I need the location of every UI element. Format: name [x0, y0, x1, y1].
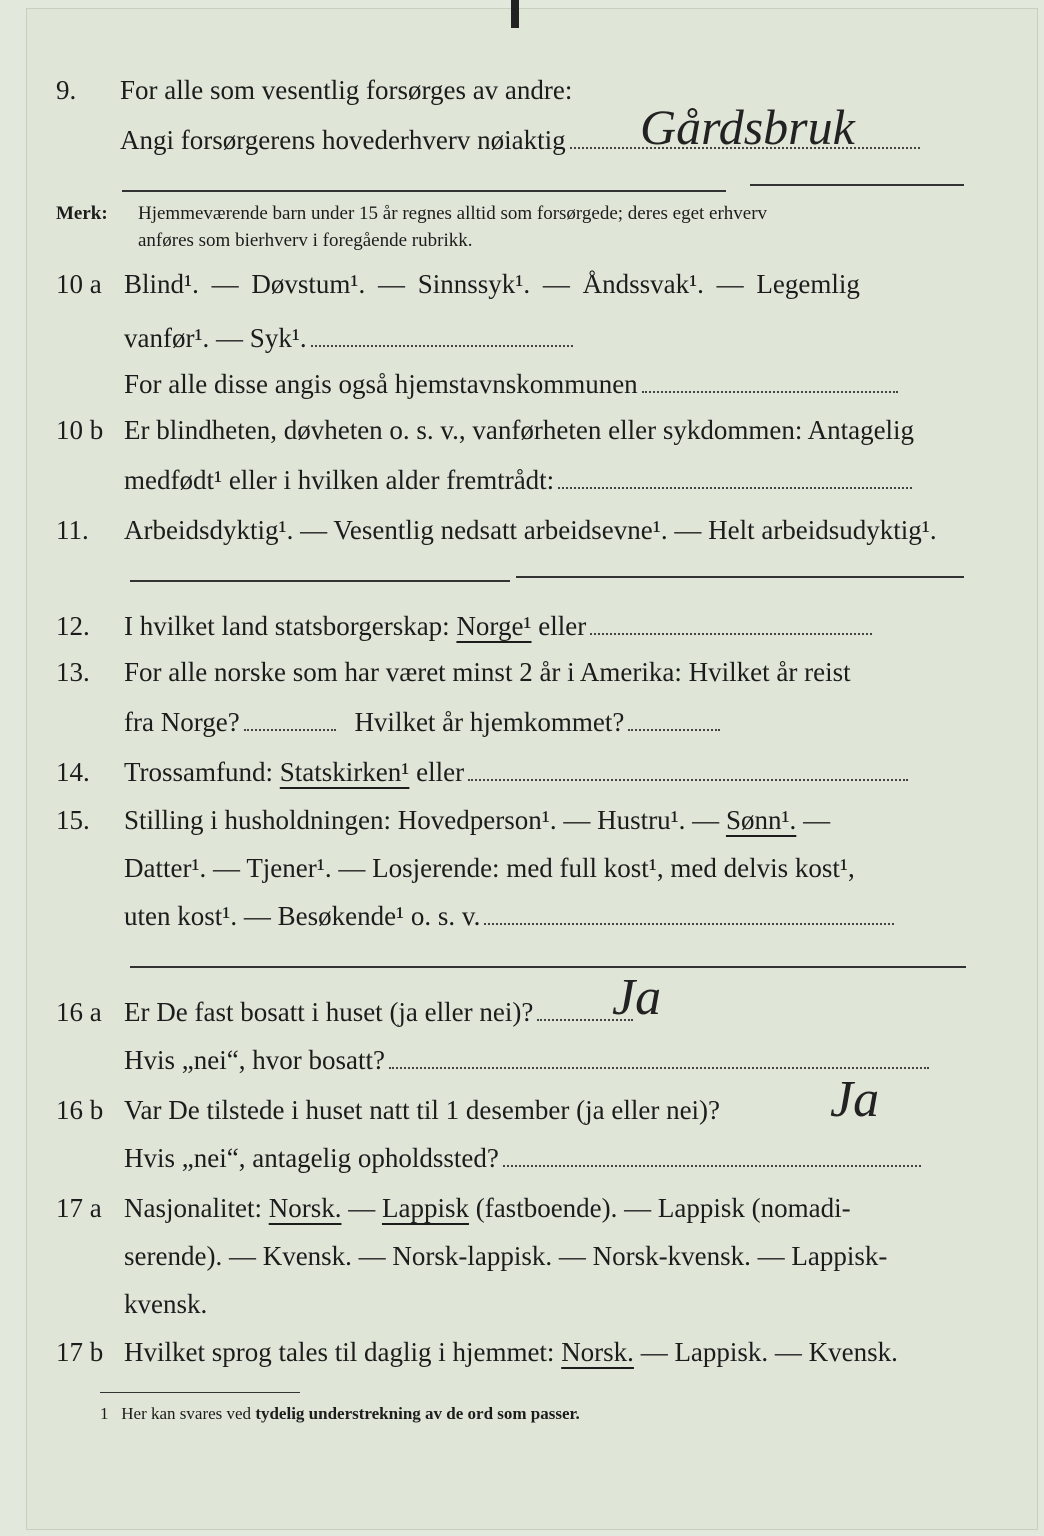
- q10a-line1: Blind¹. — Døvstum¹. — Sinnssyk¹. — Åndssvak¹. — Legemlig: [124, 269, 860, 299]
- q16a-line2: [124, 1044, 929, 1076]
- q16b-number: 16 b: [56, 1095, 104, 1125]
- footnote-text: Her kan svares ved: [121, 1404, 252, 1423]
- footnote-rule: [100, 1392, 300, 1393]
- q16b-handwritten-answer: Ja: [830, 1071, 880, 1128]
- q15-line1b: —: [803, 805, 831, 835]
- q14-underlined-statskirken: Statskirken¹: [279, 757, 410, 787]
- q9-number: 9.: [56, 75, 77, 105]
- top-edge-mark: [511, 0, 519, 28]
- merk-line1: Hjemmeværende barn under 15 år regnes alltid som forsørgede; deres eget erhverv: [138, 203, 768, 224]
- q16b-line2: [124, 1142, 921, 1174]
- q16a-handwritten-answer: Ja: [612, 969, 662, 1026]
- footnote-mark: 1: [100, 1404, 109, 1423]
- q13-line1: For alle norske som har været minst 2 år i Amerika: Hvilket år reist: [124, 657, 851, 687]
- q9-line1: For alle som vesentlig forsørges av andre:: [120, 75, 573, 105]
- q17a-l1c: (fastboende). — Lappisk (nomadi-: [475, 1193, 851, 1223]
- q17a-underlined-norsk: Norsk.: [268, 1193, 342, 1223]
- q16b-line1: Var De tilstede i huset natt til 1 desember (ja eller nei)?: [124, 1095, 721, 1125]
- q16b-line2-text: Hvis „nei“, antagelig opholdssted?: [124, 1143, 499, 1173]
- q15-line2: Datter¹. — Tjener¹. — Losjerende: med full kost¹, med delvis kost¹,: [124, 853, 855, 883]
- q13-number: 13.: [56, 657, 90, 687]
- q15-line3: [124, 900, 894, 932]
- q13-line2: [124, 706, 720, 738]
- footnote-bold: tydelig understrekning av de ord som passer.: [255, 1404, 580, 1423]
- q9-rule-right: [750, 184, 964, 186]
- q13-field-reist[interactable]: [244, 728, 336, 731]
- q17a-line2: serende). — Kvensk. — Norsk-lappisk. — Norsk-kvensk. — Lappisk-: [124, 1241, 888, 1271]
- merk-label: Merk:: [56, 203, 108, 224]
- footnote: [100, 1404, 580, 1424]
- q14-number: 14.: [56, 757, 90, 787]
- q14-line: [124, 756, 908, 788]
- q10b-number: 10 b: [56, 415, 104, 445]
- q16a-field2[interactable]: [389, 1066, 929, 1069]
- q17a-line1: [124, 1192, 851, 1224]
- q15-number: 15.: [56, 805, 90, 835]
- q12-line: [124, 610, 872, 642]
- q11-number: 11.: [56, 515, 89, 545]
- q10a-field1[interactable]: [311, 344, 573, 347]
- q10a-line3-text: For alle disse angis også hjemstavnskommunen: [124, 369, 638, 399]
- q11-line1: Arbeidsdyktig¹. — Vesentlig nedsatt arbeidsevne¹. — Helt arbeidsudyktig¹.: [124, 515, 937, 545]
- q13-field-hjemkommet[interactable]: [628, 728, 720, 731]
- q17b-line: [124, 1336, 898, 1368]
- q17a-l1a: Nasjonalitet:: [124, 1193, 262, 1223]
- q12-field[interactable]: [590, 632, 872, 635]
- q15-line3-text: uten kost¹. — Besøkende¹ o. s. v.: [124, 901, 481, 931]
- q15-line1: [124, 804, 830, 836]
- q10a-field2[interactable]: [642, 390, 898, 393]
- q9-line2-text: Angi forsørgerens hovederhverv nøiaktig: [120, 125, 566, 155]
- q15-line1a: Stilling i husholdningen: Hovedperson¹. — Hustru¹. —: [124, 805, 720, 835]
- q16b-field[interactable]: [503, 1164, 921, 1167]
- q17a-l1b: —: [348, 1193, 376, 1223]
- q10b-line1: Er blindheten, døvheten o. s. v., vanførheten eller sykdommen: Antagelig: [124, 415, 915, 445]
- q9-rule-left: [122, 190, 726, 192]
- q10b-line2: [124, 464, 912, 496]
- q11-rule-right: [516, 576, 964, 578]
- q17a-underlined-lappisk: Lappisk: [381, 1193, 469, 1223]
- q12-rest: eller: [538, 611, 587, 641]
- q14-text: Trossamfund:: [124, 757, 274, 787]
- q12-text: I hvilket land statsborgerskap:: [124, 611, 450, 641]
- q16a-line1-text: Er De fast bosatt i huset (ja eller nei)?: [124, 997, 534, 1027]
- q17b-a: Hvilket sprog tales til daglig i hjemmet:: [124, 1337, 555, 1367]
- q16a-line2-text: Hvis „nei“, hvor bosatt?: [124, 1045, 385, 1075]
- q9-handwritten-answer: Gårdsbruk: [640, 99, 855, 155]
- q15-underlined-sonn: Sønn¹.: [725, 805, 797, 835]
- q10a-number: 10 a: [56, 269, 102, 299]
- q12-underlined-norge: Norge¹: [456, 611, 532, 641]
- q10a-line3: [124, 368, 898, 400]
- q12-number: 12.: [56, 611, 90, 641]
- q15-field[interactable]: [484, 922, 894, 925]
- q10a-line2-text: vanfør¹. — Syk¹.: [124, 323, 307, 353]
- q10b-line2-text: medfødt¹ eller i hvilken alder fremtrådt:: [124, 465, 555, 495]
- q11-rule-left: [130, 580, 510, 582]
- q16a-number: 16 a: [56, 997, 102, 1027]
- q14-field[interactable]: [468, 778, 908, 781]
- q16a-line1: [124, 996, 633, 1028]
- q17a-line3: kvensk.: [124, 1289, 208, 1319]
- q13-line2b: Hvilket år hjemkommet?: [354, 707, 625, 737]
- q17b-number: 17 b: [56, 1337, 104, 1367]
- q13-line2a: fra Norge?: [124, 707, 240, 737]
- q17b-b: — Lappisk. — Kvensk.: [640, 1337, 898, 1367]
- q17a-number: 17 a: [56, 1193, 102, 1223]
- q15-rule: [130, 966, 966, 968]
- q10b-field[interactable]: [558, 486, 912, 489]
- merk-line2: anføres som bierhverv i foregående rubrikk.: [138, 230, 473, 251]
- q10a-line2: [124, 322, 573, 354]
- q14-rest: eller: [416, 757, 465, 787]
- q17b-underlined-norsk: Norsk.: [561, 1337, 634, 1367]
